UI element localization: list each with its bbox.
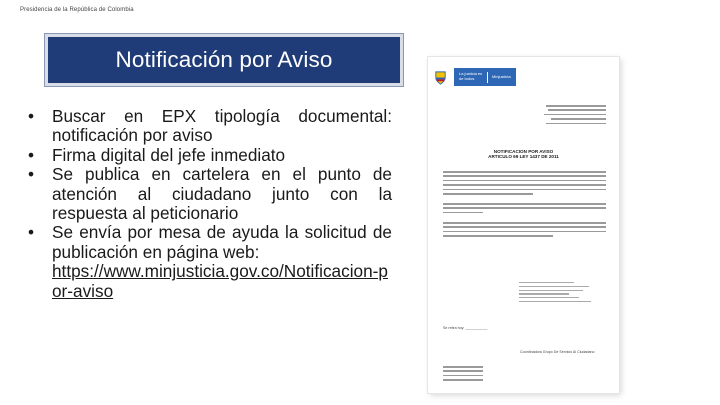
document-header: [433, 66, 516, 88]
document-paragraph-2: [443, 203, 606, 216]
document-signature-role: Coordinadora Grupo De Servicio Al Ciudadano: [520, 350, 595, 354]
bullet-item: • Se publica en cartelera en el punto de atención al ciudadano junto con la respuesta al peticionario: [28, 165, 392, 223]
notification-link[interactable]: https://www.minjusticia.gov.co/Notificacion-por-aviso: [52, 261, 388, 301]
bullet-list: [28, 107, 392, 301]
document-title: NOTIFICACION POR AVISO ARTICULO 69 LEY 1437 DE 2011: [488, 149, 559, 160]
bullet-item: [28, 223, 392, 301]
document-footer-lines: [443, 366, 483, 384]
coat-of-arms-icon: [433, 70, 448, 85]
document-thumbnail: [428, 57, 619, 393]
slide-title: Notificación por Aviso: [115, 47, 333, 72]
document-retired-label: Se retira hoy: ___________: [443, 326, 488, 330]
document-paragraph-1: [443, 171, 606, 197]
document-paragraph-3: [443, 222, 606, 240]
bullet-text: Se envía por mesa de ayuda la solicitud de publicación en página web:: [52, 222, 392, 262]
logo-left-text: La justicia es de todos: [459, 71, 483, 81]
ministry-logo: [454, 68, 516, 86]
bullet-item: • Buscar en EPX tipología documental: notificación por aviso: [28, 107, 392, 146]
header-org-label: Presidencia de la República de Colombia: [20, 7, 134, 13]
document-reference-lines: [443, 105, 606, 127]
bullet-item: • Firma digital del jefe inmediato: [28, 146, 392, 165]
logo-right-text: Minjusticia: [492, 73, 511, 79]
document-signature-block: [519, 282, 599, 305]
slide-title-box: [45, 34, 403, 86]
